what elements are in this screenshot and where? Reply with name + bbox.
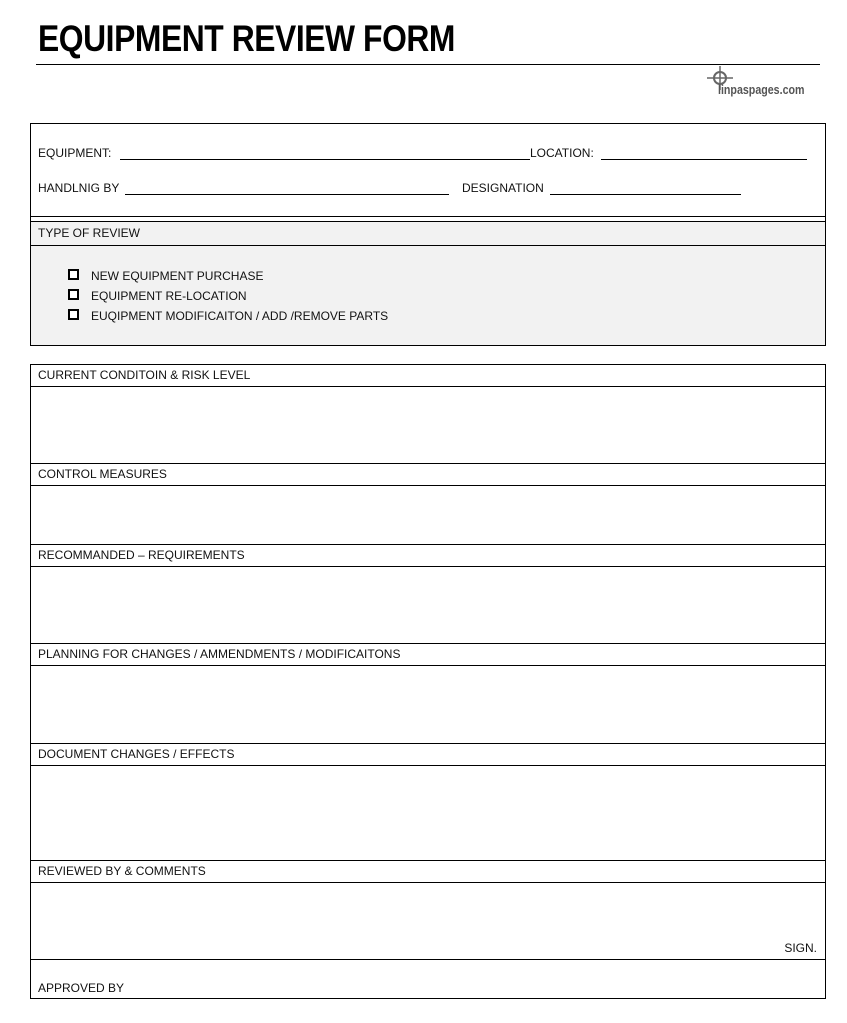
section-heading: CURRENT CONDITOIN & RISK LEVEL [31,365,825,387]
review-option-checkbox[interactable] [68,309,79,320]
location-label: LOCATION: [530,146,594,160]
site-logo [706,66,816,100]
review-option-label: EUQIPMENT MODIFICAITON / ADD /REMOVE PARTS [91,309,389,323]
logo-text: linpaspages.com [718,82,805,97]
review-option-label: EQUIPMENT RE-LOCATION [91,289,247,303]
section-field[interactable] [31,666,825,743]
double-divider [31,216,825,217]
review-option-checkbox[interactable] [68,269,79,280]
section-field[interactable] [31,567,825,643]
info-box [30,123,826,346]
review-option-label: NEW EQUIPMENT PURCHASE [91,269,264,283]
equipment-field[interactable] [120,159,530,160]
section-heading: PLANNING FOR CHANGES / AMMENDMENTS / MODIFICAITONS [31,644,825,666]
approved-by-label: APPROVED BY [38,981,125,995]
designation-field[interactable] [550,194,741,195]
handling-by-field[interactable] [125,194,449,195]
location-field[interactable] [601,159,807,160]
review-type-panel [31,222,825,345]
sign-label: SIGN. [784,941,817,955]
handling-by-label: HANDLNIG BY [38,181,120,195]
section-heading: CONTROL MEASURES [31,464,825,486]
section-field[interactable] [31,766,825,860]
review-type-heading: TYPE OF REVIEW [31,222,825,246]
section-field[interactable] [31,486,825,544]
equipment-label: EQUIPMENT: [38,146,112,160]
form-title: EQUIPMENT REVIEW FORM [38,18,456,59]
section-field[interactable] [31,387,825,464]
designation-label: DESIGNATION [462,181,544,195]
title-divider [36,64,820,65]
section-heading: REVIEWED BY & COMMENTS [31,861,825,883]
sections-box [30,364,826,999]
section-divider [31,959,825,960]
review-option-checkbox[interactable] [68,289,79,300]
section-field[interactable] [31,883,825,959]
section-heading: RECOMMANDED – REQUIREMENTS [31,545,825,567]
section-heading: DOCUMENT CHANGES / EFFECTS [31,744,825,766]
